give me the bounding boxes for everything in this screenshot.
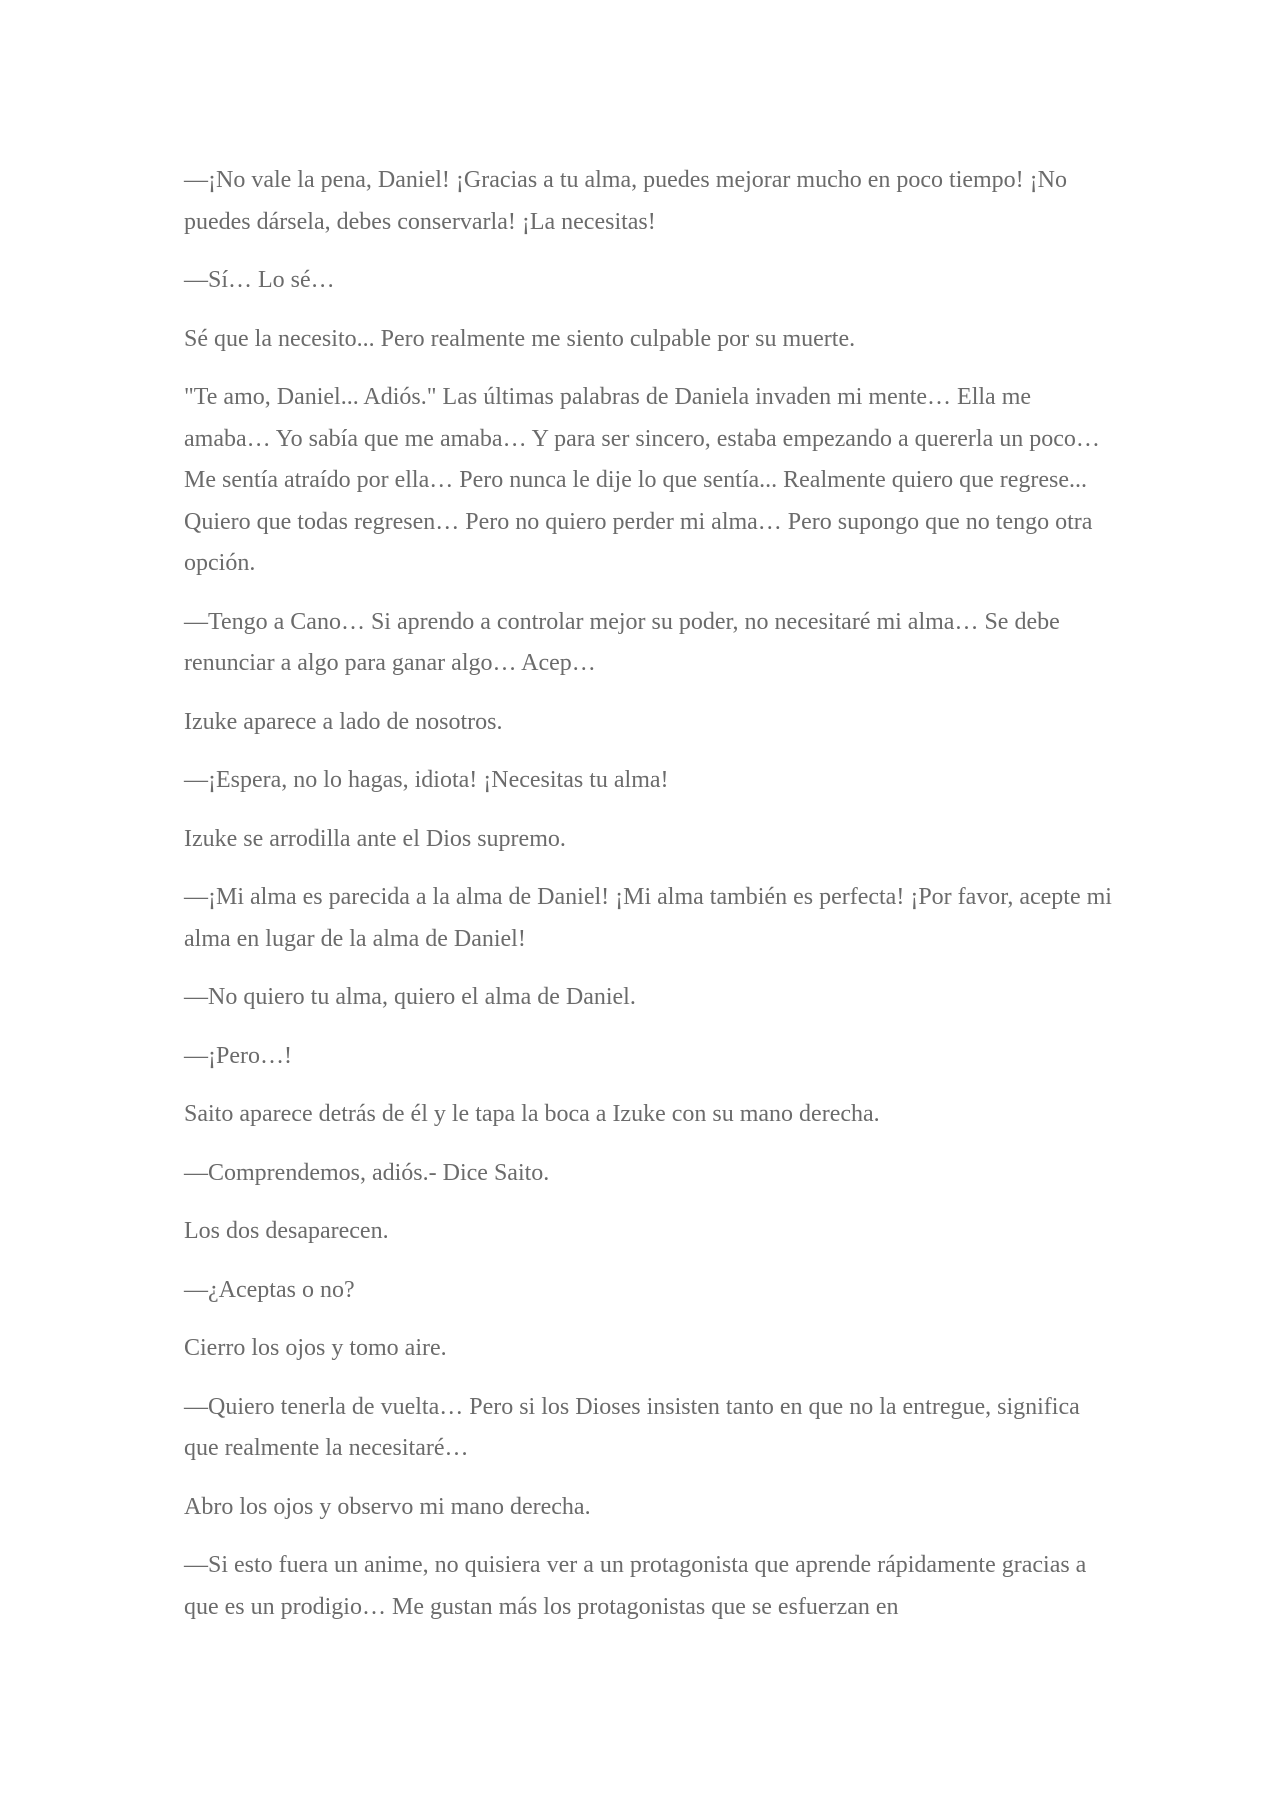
paragraph: Sé que la necesito... Pero realmente me siento culpable por su muerte. [184,325,856,352]
body-text [184,160,1114,1645]
paragraph: —Quiero tenerla de vuelta… Pero si los Dioses insisten tanto en que no la entregue, significa que realmente la necesitaré… [184,1393,1080,1461]
paragraph: Los dos desaparecen. [184,1218,389,1244]
paragraph: Izuke aparece a lado de nosotros. [184,708,503,735]
paragraph: —No quiero tu alma, quiero el alma de Daniel. [184,984,636,1010]
paragraph: —¡Mi alma es parecida a la alma de Daniel! ¡Mi alma también es perfecta! ¡Por favor, acepte mi alma en lugar de la alma de Daniel! [184,884,1112,952]
paragraph: —¿Aceptas o no? [184,1276,355,1303]
paragraph: —¡No vale la pena, Daniel! ¡Gracias a tu alma, puedes mejorar mucho en poco tiempo! ¡No puedes dársela, debes conservarla! ¡La necesitas! [184,167,1067,235]
paragraph: —Comprendemos, adiós.- Dice Saito. [184,1159,550,1186]
paragraph: Abro los ojos y observo mi mano derecha. [184,1493,591,1520]
paragraph: —Si esto fuera un anime, no quisiera ver a un protagonista que aprende rápidamente gracias a que es un prodigio… Me gustan más los protagonistas que se esfuerzan en [184,1552,1087,1620]
paragraph: Saito aparece detrás de él y le tapa la boca a Izuke con su mano derecha. [184,1101,880,1127]
paragraph: —Sí… Lo sé… [184,267,335,293]
paragraph: —Tengo a Cano… Si aprendo a controlar mejor su poder, no necesitaré mi alma… Se debe renunciar a algo para ganar algo… Acep… [184,608,1060,676]
paragraph: "Te amo, Daniel... Adiós." Las últimas palabras de Daniela invaden mi mente… Ella me amaba… Yo sabía que me amaba… Y para ser sincero, estaba empezando a quererla un poco… Me sentía atraído por ella… Pero nunca le dije lo que sentía... Realmente quiero que regrese... Quiero que todas regresen… Pero no quiero perder mi alma… Pero supongo que no tengo otra opción. [184,384,1100,576]
paragraph: —¡Pero…! [184,1042,292,1069]
paragraph: —¡Espera, no lo hagas, idiota! ¡Necesitas tu alma! [184,767,669,793]
paragraph: Izuke se arrodilla ante el Dios supremo. [184,825,566,852]
paragraph: Cierro los ojos y tomo aire. [184,1335,447,1361]
